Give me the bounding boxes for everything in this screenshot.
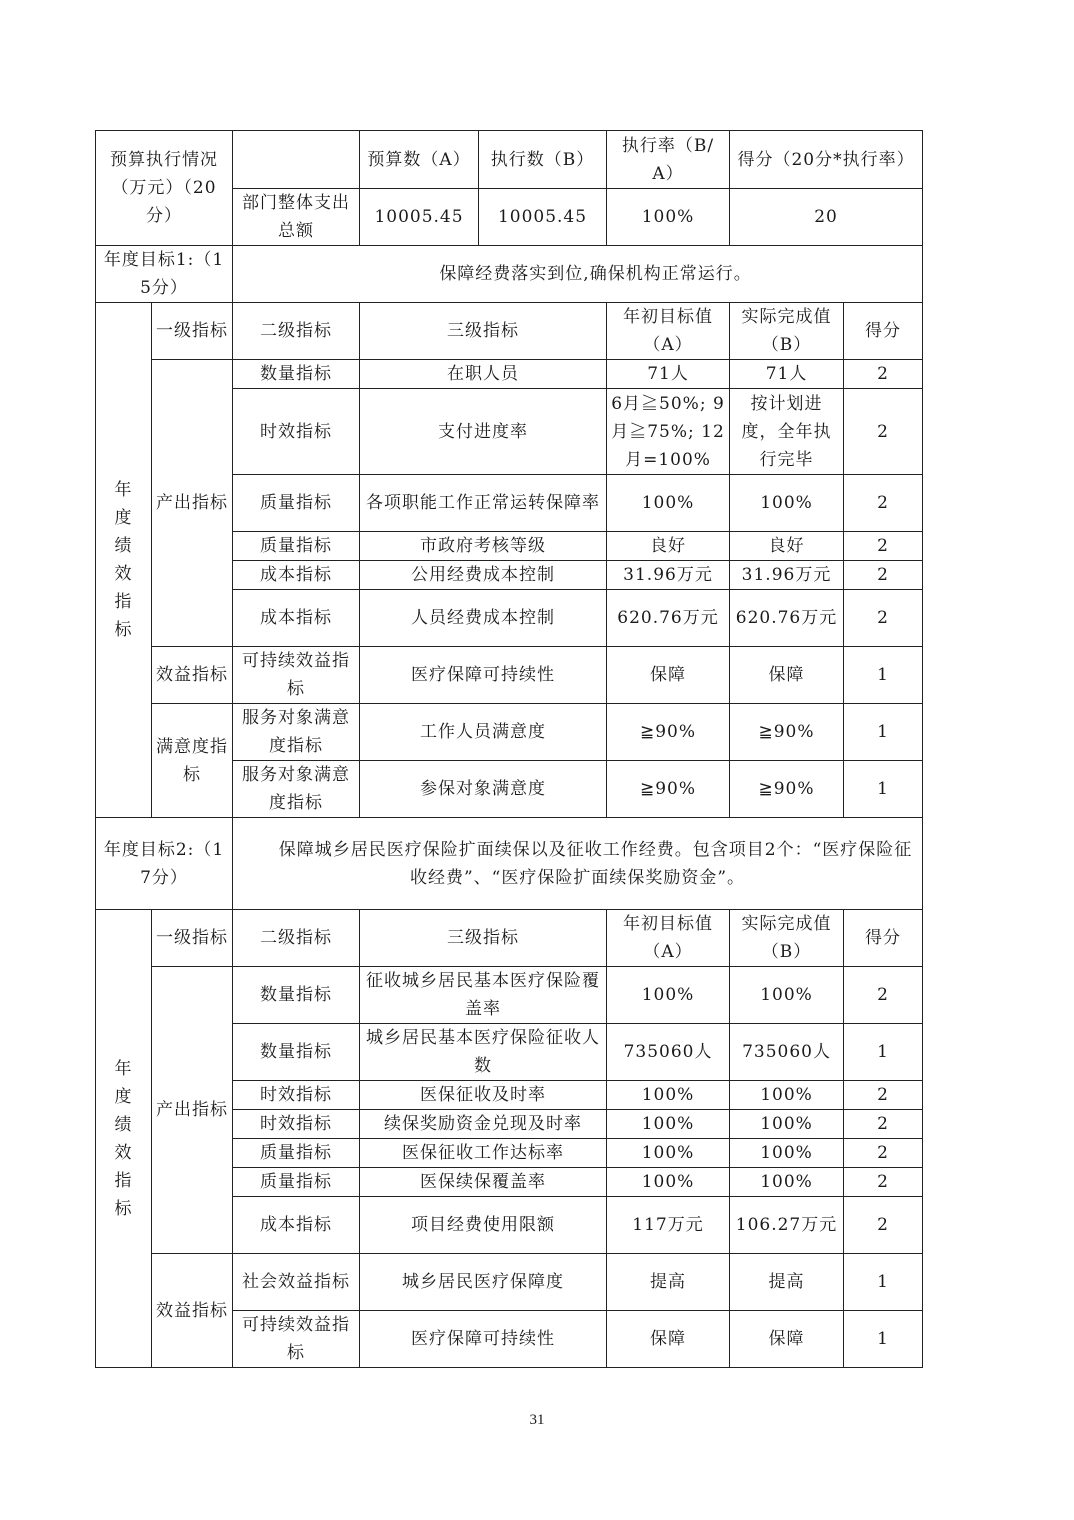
goal2-text: 保障城乡居民医疗保险扩面续保以及征收工作经费。包含项目2个：“医疗保险征收经费”、“医疗保险扩面续保奖励资金”。 [278, 839, 913, 888]
goal2-header-level2: 二级指标 [233, 910, 360, 967]
table-row-score: 2 [844, 360, 923, 389]
goal1-label: 年度目标1:（15分） [96, 246, 233, 303]
table-row-level3: 参保对象满意度 [360, 761, 607, 818]
performance-table [95, 130, 923, 1368]
goal2-group-output: 产出指标 [152, 967, 233, 1254]
budget-header-rate: 执行率（B/A） [607, 131, 730, 189]
page-number: 31 [529, 1412, 545, 1428]
goal1-text: 保障经费落实到位,确保机构正常运行。 [439, 264, 752, 284]
budget-row-actual: 10005.45 [479, 189, 607, 246]
goal1-group-satisfaction: 满意度指标 [152, 704, 233, 818]
goal2-header-actual: 实际完成值（B） [730, 910, 844, 967]
table-row-actual: 106.27万元 [730, 1197, 844, 1254]
goal2-header-level3: 三级指标 [360, 910, 607, 967]
table-row-level2: 数量指标 [233, 1024, 360, 1081]
table-row-score: 1 [844, 761, 923, 818]
table-row-actual: 735060人 [730, 1024, 844, 1081]
goal2-header-target: 年初目标值（A） [607, 910, 730, 967]
table-row-target: 100% [607, 1081, 730, 1110]
table-row-level3: 在职人员 [360, 360, 607, 389]
table-row-level3: 医保征收及时率 [360, 1081, 607, 1110]
table-row-target: 良好 [607, 532, 730, 561]
table-row-actual: 71人 [730, 360, 844, 389]
goal1-group-benefit: 效益指标 [152, 647, 233, 704]
table-row-score: 2 [844, 590, 923, 647]
table-row-score: 1 [844, 1024, 923, 1081]
goal2-header-score: 得分 [844, 910, 923, 967]
table-row-score: 2 [844, 1168, 923, 1197]
table-row-level2: 质量指标 [233, 1168, 360, 1197]
table-row-level3: 公用经费成本控制 [360, 561, 607, 590]
table-row-level3: 市政府考核等级 [360, 532, 607, 561]
table-row-target: 100% [607, 967, 730, 1024]
budget-header-score: 得分（20分*执行率） [730, 131, 923, 189]
table-row-score: 1 [844, 1254, 923, 1311]
table-row-target: ≧90% [607, 704, 730, 761]
table-row-actual: 100% [730, 475, 844, 532]
table-row-level2: 可持续效益指标 [233, 647, 360, 704]
table-row-level3: 工作人员满意度 [360, 704, 607, 761]
table-row-target: 117万元 [607, 1197, 730, 1254]
table-row-actual: 100% [730, 1168, 844, 1197]
table-row-level2: 时效指标 [233, 389, 360, 475]
table-row-target: 71人 [607, 360, 730, 389]
goal1-section-label: 年度绩效指标 [96, 303, 152, 818]
table-row-level3: 项目经费使用限额 [360, 1197, 607, 1254]
table-row-score: 2 [844, 475, 923, 532]
table-row-level3: 城乡居民基本医疗保险征收人数 [360, 1024, 607, 1081]
goal1-header-target: 年初目标值（A） [607, 303, 730, 360]
table-row-level2: 数量指标 [233, 967, 360, 1024]
budget-item-header [233, 131, 360, 189]
table-row-level3: 人员经费成本控制 [360, 590, 607, 647]
goal1-header-level3: 三级指标 [360, 303, 607, 360]
table-row-level3: 医保征收工作达标率 [360, 1139, 607, 1168]
table-row-actual: 良好 [730, 532, 844, 561]
goal1-header-level2: 二级指标 [233, 303, 360, 360]
table-row-score: 2 [844, 1139, 923, 1168]
table-row-actual: 100% [730, 1139, 844, 1168]
table-row-score: 2 [844, 1081, 923, 1110]
table-row-level2: 社会效益指标 [233, 1254, 360, 1311]
budget-label: 预算执行情况（万元）（20分） [96, 131, 233, 246]
table-row-level2: 成本指标 [233, 590, 360, 647]
goal2-text-cell [233, 818, 923, 910]
table-row-target: 31.96万元 [607, 561, 730, 590]
table-row-target: 保障 [607, 647, 730, 704]
table-row-score: 1 [844, 704, 923, 761]
budget-row-item: 部门整体支出总额 [233, 189, 360, 246]
goal2-label: 年度目标2:（17分） [96, 818, 233, 910]
table-row-actual: 620.76万元 [730, 590, 844, 647]
goal2-section-label: 年度绩效指标 [96, 910, 152, 1368]
goal1-text-cell [233, 246, 923, 303]
table-row-target: 6月≧50%; 9月≧75%; 12月=100% [607, 389, 730, 475]
goal2-group-benefit: 效益指标 [152, 1254, 233, 1368]
table-row-level2: 数量指标 [233, 360, 360, 389]
table-row-level2: 可持续效益指标 [233, 1311, 360, 1368]
table-row-target: 保障 [607, 1311, 730, 1368]
budget-row-rate: 100% [607, 189, 730, 246]
table-row-score: 2 [844, 1110, 923, 1139]
table-row-actual: 100% [730, 1110, 844, 1139]
table-row-level2: 质量指标 [233, 532, 360, 561]
table-row-score: 1 [844, 647, 923, 704]
budget-header-actual: 执行数（B） [479, 131, 607, 189]
goal1-header-actual: 实际完成值（B） [730, 303, 844, 360]
table-row-score: 2 [844, 532, 923, 561]
table-row-level3: 医疗保障可持续性 [360, 647, 607, 704]
table-row-actual: ≧90% [730, 704, 844, 761]
table-row-level2: 服务对象满意度指标 [233, 704, 360, 761]
table-row-level3: 医保续保覆盖率 [360, 1168, 607, 1197]
table-row-level3: 医疗保障可持续性 [360, 1311, 607, 1368]
table-row-target: 100% [607, 1110, 730, 1139]
table-row-level3: 征收城乡居民基本医疗保险覆盖率 [360, 967, 607, 1024]
goal1-header-score: 得分 [844, 303, 923, 360]
table-row-target: 620.76万元 [607, 590, 730, 647]
table-row-level2: 质量指标 [233, 475, 360, 532]
table-row-target: 提高 [607, 1254, 730, 1311]
table-row-level3: 各项职能工作正常运转保障率 [360, 475, 607, 532]
table-row-level3: 续保奖励资金兑现及时率 [360, 1110, 607, 1139]
table-row-actual: 按计划进度，全年执行完毕 [730, 389, 844, 475]
goal2-header-level1: 一级指标 [152, 910, 233, 967]
table-row-score: 1 [844, 1311, 923, 1368]
table-row-score: 2 [844, 967, 923, 1024]
table-row-level2: 时效指标 [233, 1110, 360, 1139]
table-row-score: 2 [844, 389, 923, 475]
budget-row-score: 20 [730, 189, 923, 246]
table-row-actual: ≧90% [730, 761, 844, 818]
budget-header-budget: 预算数（A） [360, 131, 479, 189]
table-row-level2: 时效指标 [233, 1081, 360, 1110]
table-row-level2: 成本指标 [233, 1197, 360, 1254]
table-row-level2: 质量指标 [233, 1139, 360, 1168]
goal1-group-output: 产出指标 [152, 360, 233, 647]
table-row-target: 100% [607, 1139, 730, 1168]
table-row-target: 735060人 [607, 1024, 730, 1081]
table-row-actual: 100% [730, 1081, 844, 1110]
table-row-actual: 保障 [730, 1311, 844, 1368]
table-row-level3: 城乡居民医疗保障度 [360, 1254, 607, 1311]
table-row-target: 100% [607, 1168, 730, 1197]
table-row-score: 2 [844, 1197, 923, 1254]
table-row-level2: 服务对象满意度指标 [233, 761, 360, 818]
table-row-score: 2 [844, 561, 923, 590]
table-row-actual: 100% [730, 967, 844, 1024]
table-row-actual: 提高 [730, 1254, 844, 1311]
table-row-level3: 支付进度率 [360, 389, 607, 475]
table-row-target: 100% [607, 475, 730, 532]
table-row-level2: 成本指标 [233, 561, 360, 590]
table-row-target: ≧90% [607, 761, 730, 818]
table-row-actual: 保障 [730, 647, 844, 704]
budget-row-budget: 10005.45 [360, 189, 479, 246]
goal1-header-level1: 一级指标 [152, 303, 233, 360]
table-row-actual: 31.96万元 [730, 561, 844, 590]
